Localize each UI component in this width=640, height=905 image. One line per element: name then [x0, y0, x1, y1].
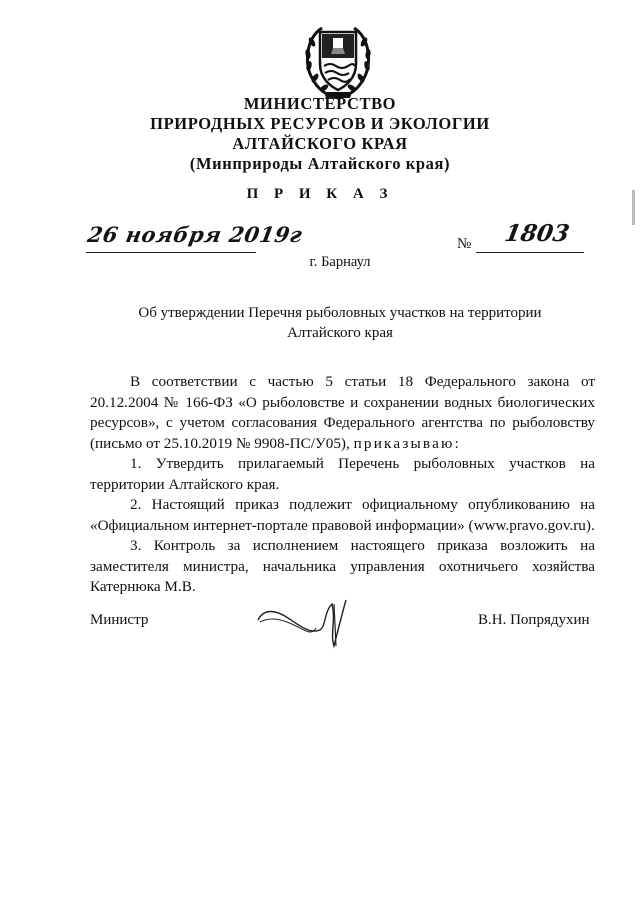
number-underline	[476, 252, 584, 253]
handwritten-order-number: 1803	[502, 220, 572, 247]
coat-of-arms-icon	[300, 20, 376, 102]
date-underline	[86, 252, 256, 253]
clause-2: 2. Настоящий приказ подлежит официальному опубликованию на «Официальном интернет-портале правовой информации» (www.pravo.gov.ru).	[90, 496, 595, 534]
city-name: г. Барнаул	[309, 254, 371, 270]
handwritten-signature-icon	[250, 590, 370, 650]
order-subject	[120, 303, 560, 343]
order-subject-line-2: Алтайского края	[287, 325, 393, 341]
signer-name: В.Н. Попрядухин	[478, 612, 590, 628]
handwritten-date: 26 ноября 2019г	[85, 222, 305, 247]
order-subject-line-1: Об утверждении Перечня рыболовных участков на территории	[138, 305, 542, 321]
signer-position: Министр	[90, 612, 149, 628]
number-label: №	[457, 236, 472, 252]
ministry-name-line-3: АЛТАЙСКОГО КРАЯ	[232, 134, 408, 153]
ministry-name-line-2: ПРИРОДНЫХ РЕСУРСОВ И ЭКОЛОГИИ	[150, 114, 490, 133]
preamble-paragraph	[90, 372, 595, 454]
order-body	[90, 372, 595, 598]
ministry-short-name: (Минприроды Алтайского края)	[189, 154, 451, 173]
ministry-name-line-1: МИНИСТЕРСТВО	[243, 94, 397, 113]
clause-1: 1. Утвердить прилагаемый Перечень рыболовных участков на территории Алтайского края.	[90, 455, 595, 493]
preamble-text: В соответствии с частью 5 статьи 18 Федерального закона от 20.12.2004 № 166-ФЗ «О рыболовстве и сохранении водных биологических ресурсов», с учетом согласования Федерального агентства по рыболовству (письмо от 25.10.2019 № 9908-ПС/У05),	[90, 373, 595, 452]
document-type-title: П Р И К А З	[246, 186, 394, 202]
decree-word: приказываю:	[353, 434, 462, 452]
scan-edge-mark	[632, 190, 635, 225]
clause-3: 3. Контроль за исполнением настоящего приказа возложить на заместителя министра, начальника управления охотничьего хозяйства Катернюка М.В.	[90, 537, 595, 595]
